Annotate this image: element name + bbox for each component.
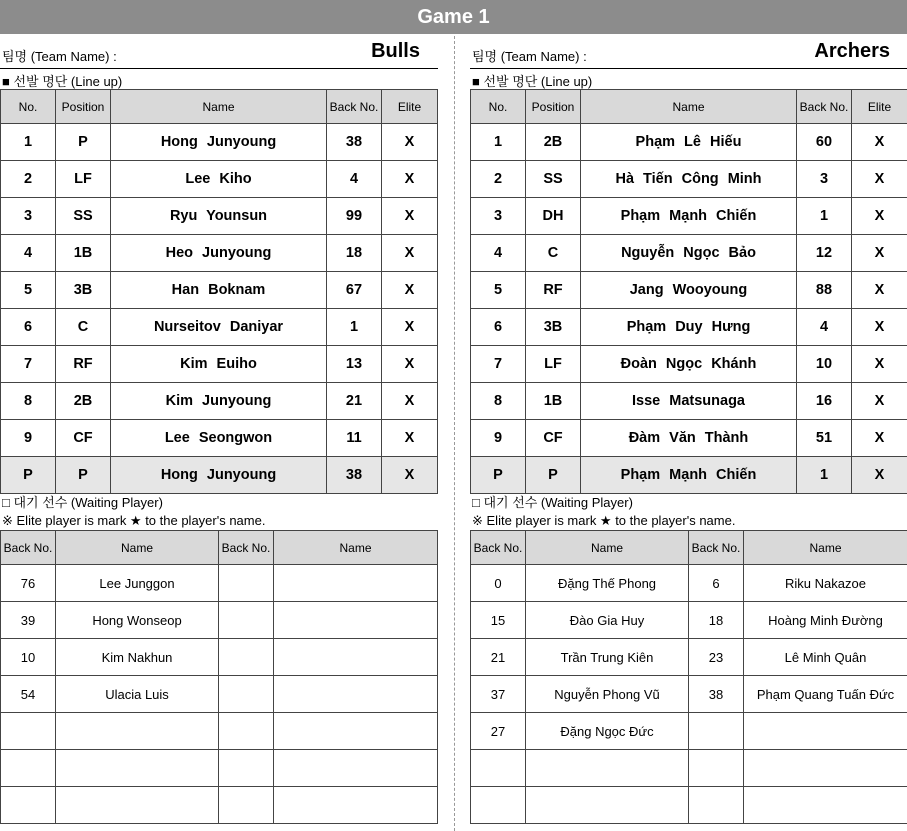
lineup-row [1,124,438,161]
waiting-row [1,602,438,639]
waiting-section-title: □ 대기 선수 (Waiting Player) [472,495,633,510]
player-position: 3B [526,309,581,346]
batting-order: P [471,457,526,494]
lineup-row [471,346,907,383]
player-back-no: 4 [797,309,852,346]
lineup-table [470,89,907,494]
col-back-no-header: Back No. [219,531,274,565]
lineup-header-row [1,90,438,124]
waiting-back-no: 23 [689,639,744,676]
batting-order: 9 [1,420,56,457]
waiting-row [471,676,907,713]
waiting-row [471,750,907,787]
lineup-row [1,161,438,198]
player-position: 1B [526,383,581,420]
waiting-back-no [219,639,274,676]
waiting-back-no [219,787,274,824]
player-back-no: 1 [797,457,852,494]
waiting-back-no: 54 [1,676,56,713]
waiting-player-name [744,713,907,750]
lineup-header-row [471,90,907,124]
team-name-label: 팀명 (Team Name) : [472,49,587,64]
player-back-no: 16 [797,383,852,420]
player-name: Đàm Văn Thành [581,420,797,457]
lineup-row [471,124,907,161]
waiting-back-no [219,565,274,602]
col-no-header: No. [1,90,56,124]
player-name: Lee Kiho [111,161,327,198]
player-elite: X [382,420,438,457]
team-panel-away [470,36,907,824]
waiting-row [1,713,438,750]
waiting-player-name [56,750,219,787]
player-elite: X [852,383,907,420]
player-position: CF [56,420,111,457]
waiting-back-no [471,787,526,824]
col-back-no-header: Back No. [689,531,744,565]
batting-order: 7 [1,346,56,383]
lineup-row [1,235,438,272]
page-divider [454,36,455,831]
team-name: Archers [814,40,890,62]
player-name: Phạm Mạnh Chiến [581,457,797,494]
waiting-player-name [274,713,438,750]
player-back-no: 4 [327,161,382,198]
team-panel-home [0,36,438,824]
waiting-back-no [1,787,56,824]
waiting-player-name [274,565,438,602]
waiting-player-name: Trần Trung Kiên [526,639,689,676]
player-name: Hà Tiến Công Minh [581,161,797,198]
waiting-back-no [471,750,526,787]
player-elite: X [852,309,907,346]
col-name-header: Name [274,531,438,565]
player-elite: X [852,198,907,235]
waiting-player-name [274,787,438,824]
col-name-header: Name [744,531,907,565]
waiting-back-no: 15 [471,602,526,639]
waiting-back-no [689,713,744,750]
col-back-no-header: Back No. [1,531,56,565]
player-back-no: 1 [327,309,382,346]
waiting-player-name [526,750,689,787]
player-back-no: 67 [327,272,382,309]
player-name: Phạm Lê Hiếu [581,124,797,161]
player-position: SS [526,161,581,198]
waiting-back-no [1,750,56,787]
player-elite: X [852,161,907,198]
player-position: P [56,457,111,494]
waiting-player-name [274,676,438,713]
waiting-back-no: 37 [471,676,526,713]
waiting-player-name: Đặng Ngọc Đức [526,713,689,750]
waiting-row [471,713,907,750]
player-position: RF [526,272,581,309]
player-back-no: 13 [327,346,382,383]
batting-order: 5 [1,272,56,309]
lineup-row [1,346,438,383]
waiting-back-no: 39 [1,602,56,639]
waiting-back-no [219,602,274,639]
lineup-row [471,457,907,494]
batting-order: 8 [1,383,56,420]
waiting-back-no: 27 [471,713,526,750]
player-back-no: 1 [797,198,852,235]
batting-order: 5 [471,272,526,309]
player-position: CF [526,420,581,457]
player-back-no: 99 [327,198,382,235]
batting-order: 4 [1,235,56,272]
col-name-header: Name [581,90,797,124]
player-elite: X [382,272,438,309]
player-back-no: 21 [327,383,382,420]
player-position: LF [526,346,581,383]
col-back-no-header: Back No. [797,90,852,124]
player-position: DH [526,198,581,235]
waiting-player-name [56,713,219,750]
player-back-no: 51 [797,420,852,457]
player-elite: X [852,124,907,161]
waiting-header-row [1,531,438,565]
player-elite: X [852,457,907,494]
waiting-player-name: Riku Nakazoe [744,565,907,602]
waiting-back-no: 6 [689,565,744,602]
waiting-row [471,602,907,639]
player-back-no: 10 [797,346,852,383]
waiting-row [471,787,907,824]
batting-order: P [1,457,56,494]
waiting-back-no [219,676,274,713]
player-elite: X [852,346,907,383]
waiting-row [1,750,438,787]
waiting-player-name: Nguyễn Phong Vũ [526,676,689,713]
player-back-no: 88 [797,272,852,309]
lineup-row [1,198,438,235]
col-back-no-header: Back No. [471,531,526,565]
waiting-player-name [274,639,438,676]
col-elite-header: Elite [852,90,907,124]
lineup-row [471,161,907,198]
col-no-header: No. [471,90,526,124]
lineup-row [1,383,438,420]
player-position: RF [56,346,111,383]
lineup-row [1,272,438,309]
waiting-back-no [219,713,274,750]
team-name: Bulls [371,40,420,62]
waiting-player-name [56,787,219,824]
player-name: Hong Junyoung [111,124,327,161]
player-name: Đoàn Ngọc Khánh [581,346,797,383]
player-position: P [526,457,581,494]
col-position-header: Position [526,90,581,124]
player-elite: X [852,235,907,272]
waiting-row [1,787,438,824]
batting-order: 6 [1,309,56,346]
lineup-row [1,309,438,346]
player-name: Han Boknam [111,272,327,309]
waiting-player-name: Ulacia Luis [56,676,219,713]
player-elite: X [382,346,438,383]
waiting-back-no: 18 [689,602,744,639]
batting-order: 1 [471,124,526,161]
player-elite: X [852,272,907,309]
player-elite: X [382,457,438,494]
player-elite: X [382,309,438,346]
player-name: Phạm Mạnh Chiến [581,198,797,235]
batting-order: 6 [471,309,526,346]
waiting-back-no [689,787,744,824]
player-back-no: 38 [327,124,382,161]
team-header [0,36,438,69]
lineup-row [1,420,438,457]
col-name-header: Name [111,90,327,124]
player-position: C [56,309,111,346]
player-position: C [526,235,581,272]
waiting-player-name: Kim Nakhun [56,639,219,676]
batting-order: 4 [471,235,526,272]
player-position: LF [56,161,111,198]
player-name: Lee Seongwon [111,420,327,457]
batting-order: 8 [471,383,526,420]
waiting-player-name [274,602,438,639]
player-name: Kim Euiho [111,346,327,383]
waiting-player-name [526,787,689,824]
waiting-row [1,676,438,713]
waiting-player-name: Hoàng Minh Đường [744,602,907,639]
player-back-no: 60 [797,124,852,161]
waiting-header-row [471,531,907,565]
player-position: 3B [56,272,111,309]
player-elite: X [382,161,438,198]
player-name: Nurseitov Daniyar [111,309,327,346]
waiting-back-no [689,750,744,787]
waiting-player-name: Lê Minh Quân [744,639,907,676]
player-back-no: 12 [797,235,852,272]
batting-order: 3 [471,198,526,235]
player-name: Heo Junyoung [111,235,327,272]
col-position-header: Position [56,90,111,124]
player-position: 1B [56,235,111,272]
lineup-row [471,383,907,420]
player-name: Ryu Younsun [111,198,327,235]
team-name-label: 팀명 (Team Name) : [2,49,117,64]
batting-order: 3 [1,198,56,235]
batting-order: 7 [471,346,526,383]
player-position: 2B [526,124,581,161]
lineup-section-title: ■ 선발 명단 (Line up) [472,74,593,89]
waiting-row [1,639,438,676]
team-header [470,36,907,69]
player-back-no: 3 [797,161,852,198]
player-elite: X [382,124,438,161]
waiting-player-name [274,750,438,787]
player-position: P [56,124,111,161]
waiting-player-name: Đặng Thế Phong [526,565,689,602]
waiting-player-name: Hong Wonseop [56,602,219,639]
player-elite: X [382,383,438,420]
waiting-player-name [744,787,907,824]
waiting-player-name: Đào Gia Huy [526,602,689,639]
player-back-no: 11 [327,420,382,457]
col-back-no-header: Back No. [327,90,382,124]
waiting-row [1,565,438,602]
lineup-row [471,420,907,457]
waiting-back-no: 10 [1,639,56,676]
lineup-row [1,457,438,494]
waiting-back-no [1,713,56,750]
waiting-back-no: 21 [471,639,526,676]
waiting-table [0,530,438,824]
col-name-header: Name [56,531,219,565]
waiting-player-name [744,750,907,787]
player-elite: X [382,235,438,272]
batting-order: 2 [1,161,56,198]
waiting-back-no: 0 [471,565,526,602]
batting-order: 2 [471,161,526,198]
waiting-back-no: 76 [1,565,56,602]
player-name: Kim Junyoung [111,383,327,420]
waiting-player-name: Phạm Quang Tuấn Đức [744,676,907,713]
lineup-row [471,198,907,235]
player-name: Isse Matsunaga [581,383,797,420]
elite-note: ※ Elite player is mark ★ to the player's name. [472,513,736,528]
lineup-row [471,235,907,272]
batting-order: 1 [1,124,56,161]
player-back-no: 38 [327,457,382,494]
waiting-row [471,639,907,676]
player-name: Phạm Duy Hưng [581,309,797,346]
waiting-back-no: 38 [689,676,744,713]
col-name-header: Name [526,531,689,565]
lineup-row [471,309,907,346]
player-name: Jang Wooyoung [581,272,797,309]
waiting-back-no [219,750,274,787]
player-back-no: 18 [327,235,382,272]
waiting-table [470,530,907,824]
player-position: 2B [56,383,111,420]
player-elite: X [852,420,907,457]
waiting-row [471,565,907,602]
batting-order: 9 [471,420,526,457]
waiting-section-title: □ 대기 선수 (Waiting Player) [2,495,163,510]
player-name: Nguyễn Ngọc Bảo [581,235,797,272]
player-elite: X [382,198,438,235]
waiting-player-name: Lee Junggon [56,565,219,602]
lineup-section-title: ■ 선발 명단 (Line up) [2,74,123,89]
player-position: SS [56,198,111,235]
col-elite-header: Elite [382,90,438,124]
lineup-table [0,89,438,494]
player-name: Hong Junyoung [111,457,327,494]
elite-note: ※ Elite player is mark ★ to the player's name. [2,513,266,528]
lineup-row [471,272,907,309]
game-title: Game 1 [0,0,907,34]
